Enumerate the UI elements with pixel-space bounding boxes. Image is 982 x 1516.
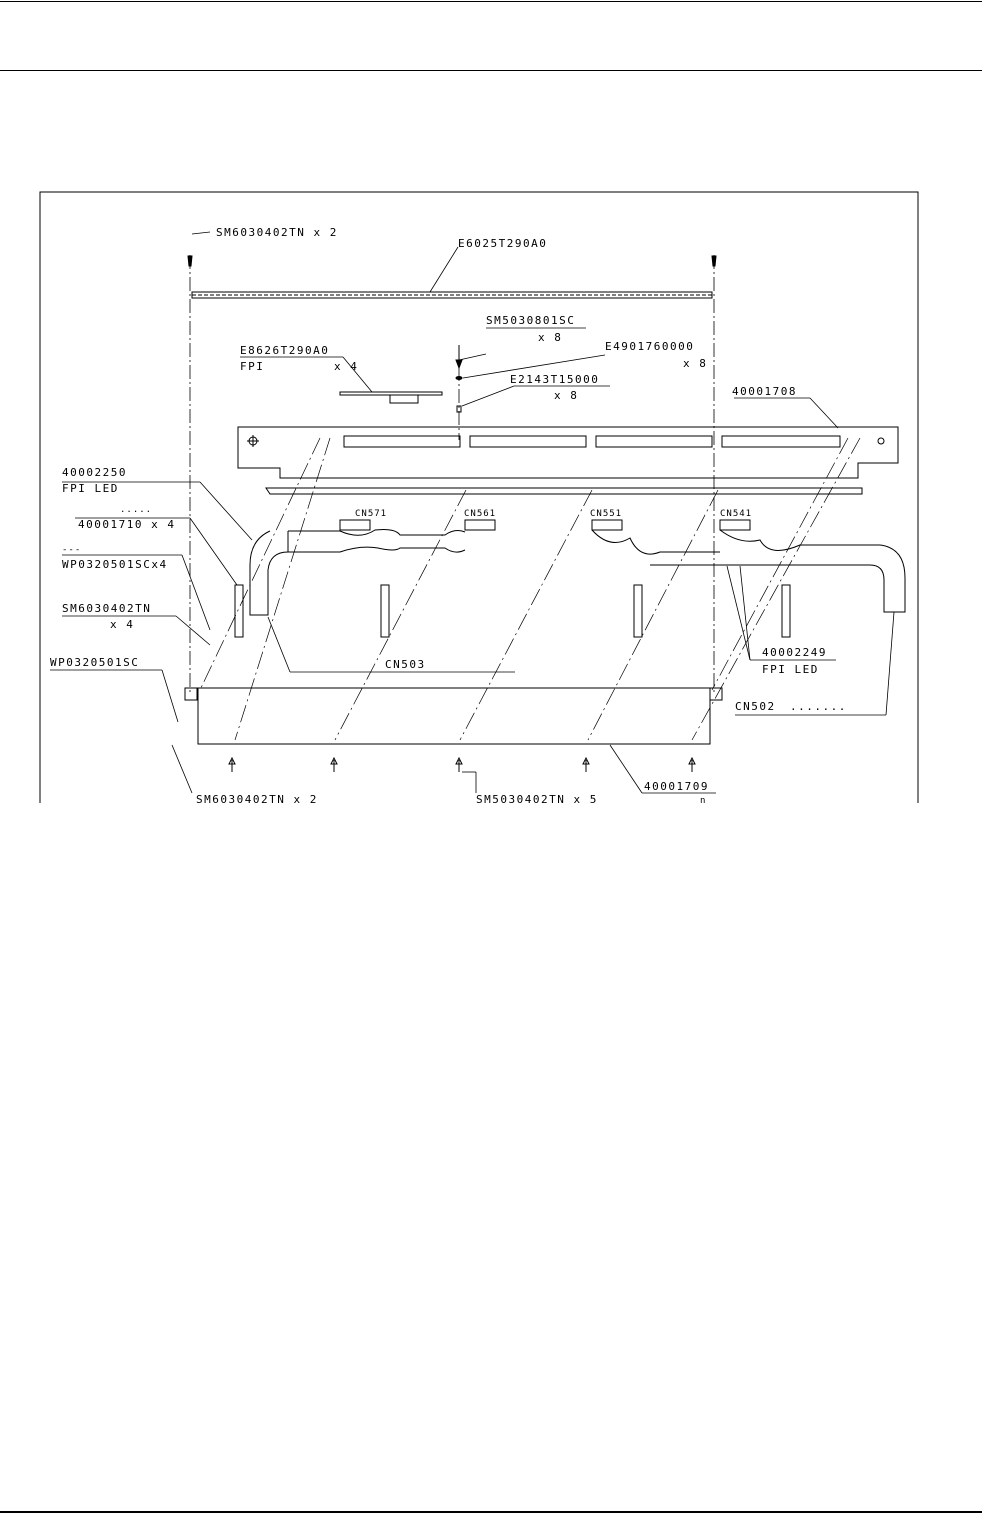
part-labels xyxy=(50,226,847,806)
label-sm-screw-qty: x 4 xyxy=(110,618,135,631)
label-wp-single: WP0320501SC xyxy=(50,656,140,669)
bottom-bar xyxy=(185,688,722,744)
label-bottom-bar-suffix: n xyxy=(700,796,707,806)
main-frame-plate xyxy=(238,427,898,494)
label-washer: E4901760000 xyxy=(605,340,695,353)
label-cn503: CN503 xyxy=(385,658,426,671)
label-screw-b: SM5030801SC xyxy=(486,314,576,327)
fpi-pcb xyxy=(340,392,442,403)
label-bottom-bar: 40001709 xyxy=(644,780,709,793)
bottom-screws xyxy=(229,758,695,772)
label-cable-left-part: 40002250 xyxy=(62,466,127,479)
label-spacer: E2143T15000 xyxy=(510,373,600,386)
label-screw-b-qty: x 8 xyxy=(538,331,563,344)
label-stud-prefix: ..... xyxy=(120,505,153,515)
label-cn502-suffix: ....... xyxy=(790,700,847,713)
label-spacer-qty: x 8 xyxy=(554,389,579,402)
label-cable-left-name: FPI LED xyxy=(62,482,119,495)
label-sm-screw: SM6030402TN xyxy=(62,602,152,615)
label-wp-prefix: --- xyxy=(62,545,82,555)
label-cable-right-part: 40002249 xyxy=(762,646,827,659)
label-top-bar: E6025T290A0 xyxy=(458,237,548,250)
label-cn561: CN561 xyxy=(464,509,497,519)
label-pcb-name: FPI xyxy=(240,360,265,373)
led-cables xyxy=(250,520,905,615)
diagonal-centerlines xyxy=(200,438,860,740)
label-cn502: CN502 xyxy=(735,700,776,713)
label-cn551: CN551 xyxy=(590,509,623,519)
label-pcb-part: E8626T290A0 xyxy=(240,344,330,357)
label-wp-screw: WP0320501SCx4 xyxy=(62,558,168,571)
label-top-screw: SM6030402TN x 2 xyxy=(216,226,338,239)
label-washer-qty: x 8 xyxy=(683,357,708,370)
label-bottom-screw-left: SM6030402TN x 2 xyxy=(196,793,318,806)
label-stud-part: 40001710 x 4 xyxy=(78,518,176,531)
label-bottom-screw-mid: SM5030402TN x 5 xyxy=(476,793,598,806)
label-cn571: CN571 xyxy=(355,509,388,519)
label-pcb-qty: x 4 xyxy=(334,360,359,373)
label-frame-part: 40001708 xyxy=(732,385,797,398)
studs xyxy=(235,585,790,637)
top-bar xyxy=(192,292,712,298)
label-cable-right-name: FPI LED xyxy=(762,663,819,676)
drawing-frame xyxy=(40,192,918,803)
top-screws xyxy=(188,256,716,266)
label-cn541: CN541 xyxy=(720,509,753,519)
